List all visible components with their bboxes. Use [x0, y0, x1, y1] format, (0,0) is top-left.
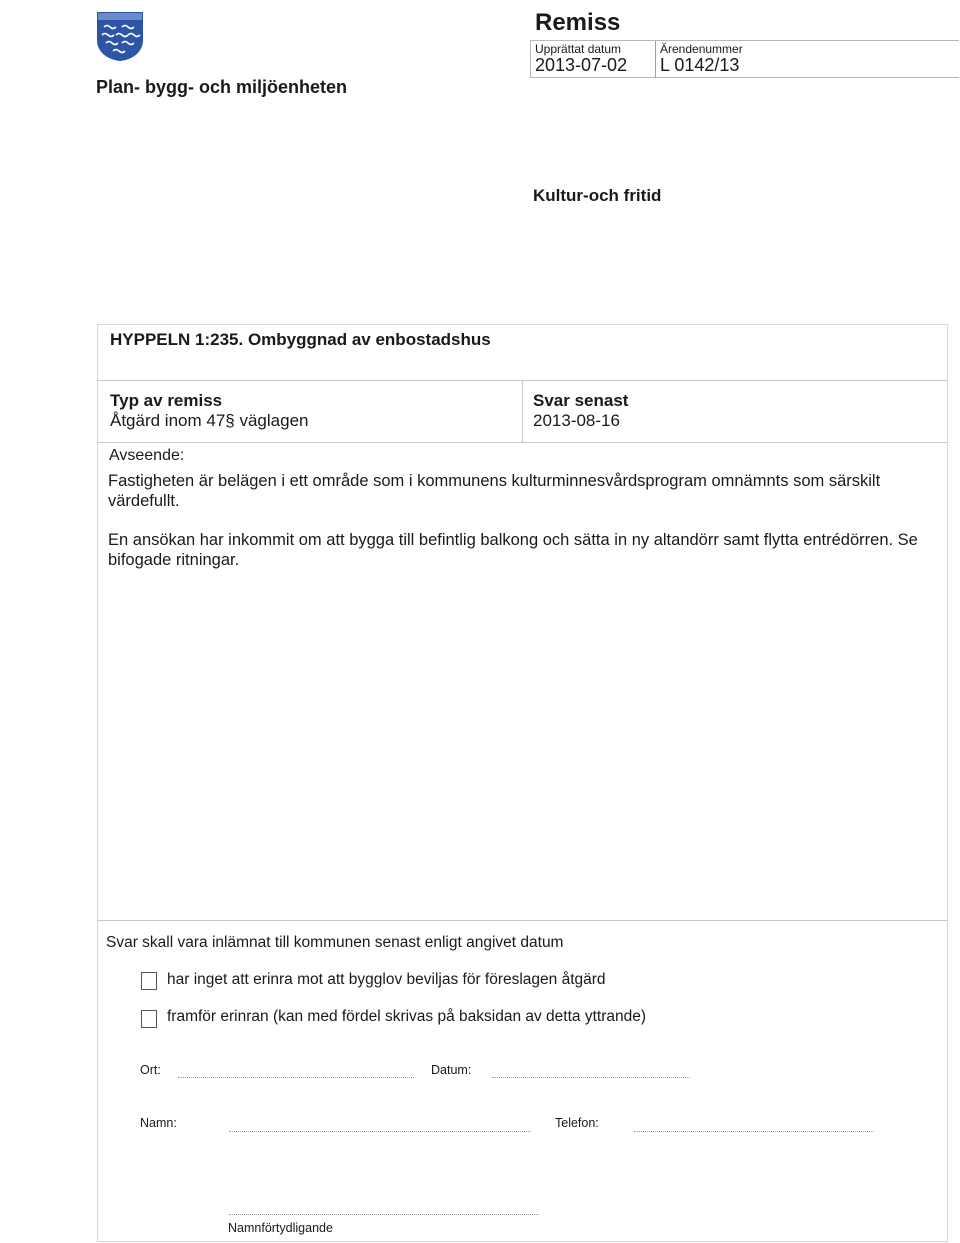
column-divider: [522, 380, 523, 442]
place-field[interactable]: [178, 1077, 414, 1078]
name-field[interactable]: [229, 1131, 531, 1132]
divider: [97, 920, 947, 921]
case-number-cell: [655, 41, 960, 77]
objection-label: framför erinran (kan med fördel skrivas på baksidan av detta yttrande): [167, 1008, 647, 1025]
reply-by-label: Svar senast: [533, 391, 629, 410]
divider: [97, 442, 947, 443]
document-title: Remiss: [535, 9, 621, 36]
objection-checkbox[interactable]: [141, 1010, 157, 1028]
regarding-label: Avseende:: [109, 447, 185, 464]
created-date-label: Upprättat datum: [535, 42, 622, 56]
date-label: Datum:: [431, 1063, 472, 1077]
no-objection-label: har inget att erinra mot att bygglov beviljas för föreslagen åtgärd: [167, 971, 606, 988]
phone-label: Telefon:: [555, 1116, 599, 1130]
no-objection-checkbox[interactable]: [141, 972, 157, 990]
date-field[interactable]: [492, 1077, 690, 1078]
regarding-paragraph: Fastigheten är belägen i ett område som i kommunens kulturminnesvårdsprogram omnämnts som särskilt värdefullt.: [108, 472, 881, 510]
document-meta-box: [530, 40, 959, 78]
case-subject: HYPPELN 1:235. Ombyggnad av enbostadshus: [110, 330, 491, 349]
department-name: Plan- bygg- och miljöenheten: [96, 77, 348, 97]
case-number-value: L 0142/13: [660, 55, 740, 75]
case-number-label: Ärendenummer: [660, 42, 743, 56]
application-paragraph: En ansökan har inkommit om att bygga till befintlig balkong och sätta in ny altandörr samt flytta entrédörren. Se bifogade ritningar.: [108, 531, 918, 569]
remiss-form-frame: [97, 324, 948, 1242]
remiss-type-value: Åtgärd inom 47§ väglagen: [110, 411, 309, 430]
remiss-type-label: Typ av remiss: [110, 391, 223, 410]
recipient: Kultur-och fritid: [533, 186, 662, 205]
created-date-cell: [531, 41, 655, 77]
phone-field[interactable]: [634, 1131, 874, 1132]
response-instruction: Svar skall vara inlämnat till kommunen senast enligt angivet datum: [106, 934, 564, 951]
created-date-value: 2013-07-02: [535, 55, 628, 75]
reply-by-value: 2013-08-16: [533, 411, 620, 430]
name-label: Namn:: [140, 1116, 177, 1130]
municipality-crest-logo: [96, 10, 144, 62]
place-label: Ort:: [140, 1063, 161, 1077]
name-clarification-label: Namnförtydligande: [228, 1221, 333, 1235]
name-clarification-field[interactable]: [229, 1214, 539, 1215]
